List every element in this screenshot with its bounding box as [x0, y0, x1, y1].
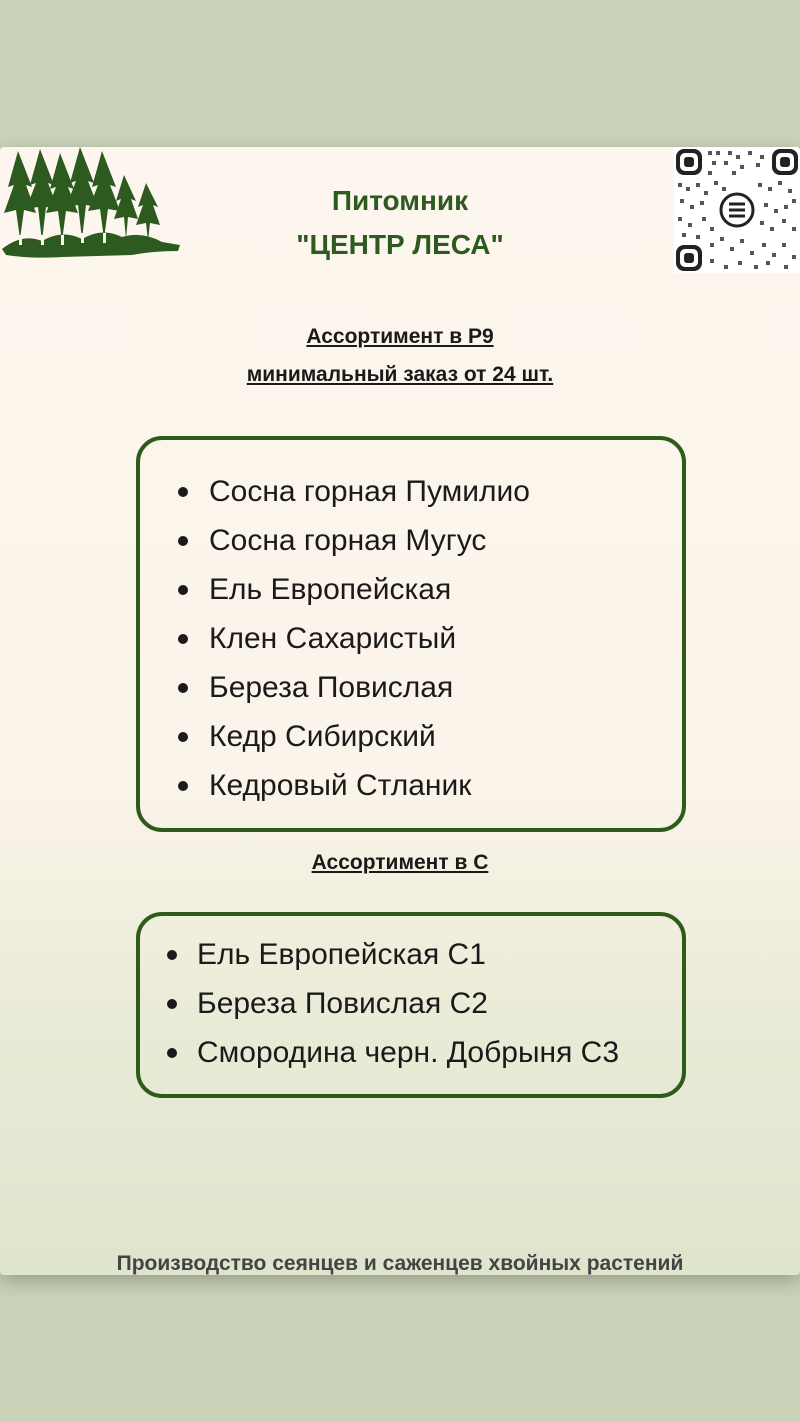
list-item: Береза Повислая С2 — [140, 979, 682, 1028]
list-item: Кедр Сибирский — [140, 712, 682, 761]
company-name: "ЦЕНТР ЛЕСА" — [296, 229, 504, 260]
forest-trees-icon — [2, 147, 180, 259]
list-item: Береза Повислая — [140, 663, 682, 712]
list-item: Ель Европейская С1 — [140, 930, 682, 979]
list-item: Ель Европейская — [140, 565, 682, 614]
p9-list-box — [136, 436, 686, 832]
qr-code-icon — [674, 147, 800, 273]
p9-list — [140, 467, 682, 810]
page-title: Питомник — [331, 185, 469, 216]
section-heading-p9: Ассортимент в Р9 — [306, 325, 494, 348]
section-subheading-min-order: минимальный заказ от 24 шт. — [246, 363, 554, 386]
list-item: Сосна горная Пумилио — [140, 467, 682, 516]
c-list — [140, 930, 682, 1077]
footer-tagline: Производство сеянцев и саженцев хвойных растений — [116, 1252, 684, 1275]
list-item: Кедровый Стланик — [140, 761, 682, 810]
section-heading-c: Ассортимент в С — [311, 851, 489, 874]
c-list-box — [136, 912, 686, 1098]
flyer-card — [0, 147, 800, 1275]
list-item: Сосна горная Мугус — [140, 516, 682, 565]
list-item: Клен Сахаристый — [140, 614, 682, 663]
list-item: Смородина черн. Добрыня С3 — [140, 1028, 682, 1077]
